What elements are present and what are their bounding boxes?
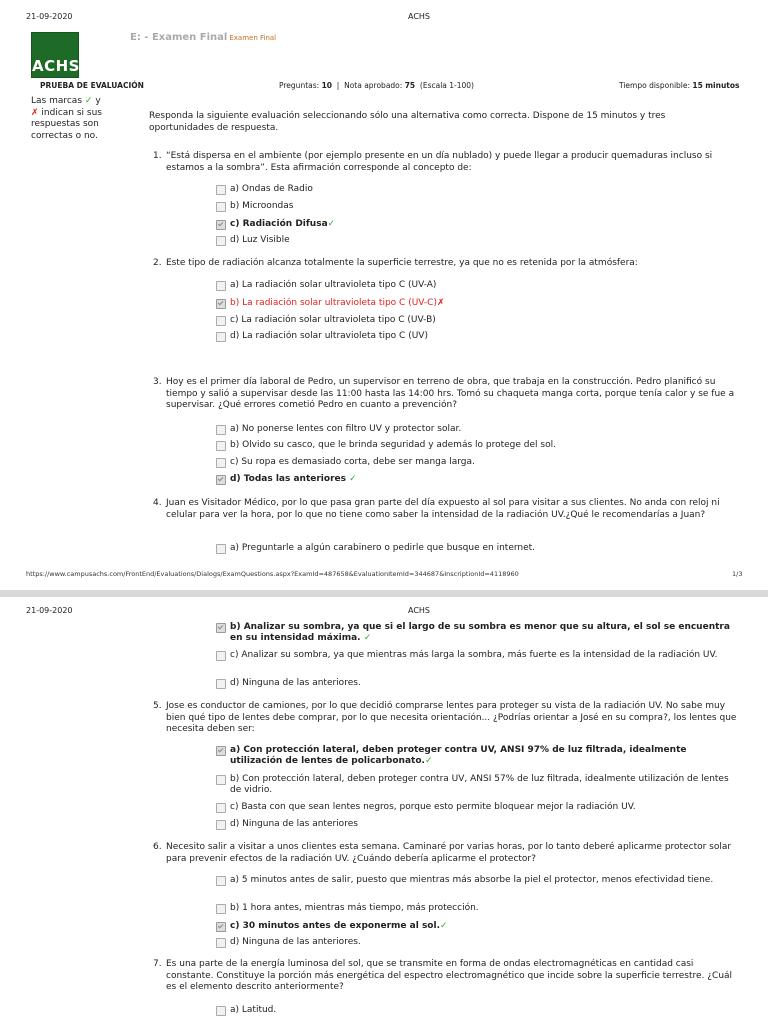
- checkbox[interactable]: [216, 775, 226, 785]
- q5-option-b[interactable]: b) Con protección lateral, deben proteger contra UV, ANSI 57% de luz filtrada, idealmente utilización de lentes de vidrio.: [216, 774, 736, 796]
- q4-option-d[interactable]: d) Ninguna de las anteriores.: [216, 678, 736, 689]
- checkbox[interactable]: [216, 876, 226, 886]
- q1-option-a[interactable]: a) Ondas de Radio: [216, 184, 736, 195]
- checkbox[interactable]: [216, 458, 226, 468]
- q4-option-c[interactable]: c) Analizar su sombra, ya que mientras más larga la sombra, más fuerte es la intensidad de la radiación UV.: [216, 650, 736, 661]
- checkbox[interactable]: [216, 425, 226, 435]
- checkbox[interactable]: [216, 651, 226, 661]
- q3-option-b[interactable]: b) Olvido su casco, que le brinda seguridad y además lo protege del sol.: [216, 440, 736, 451]
- q5-option-d[interactable]: d) Ninguna de las anteriores: [216, 819, 736, 830]
- legend-note: Las marcas ✓ y ✗ indican si sus respuestas son correctas o no.: [31, 96, 103, 141]
- checkbox[interactable]: [216, 281, 226, 291]
- q7-option-a[interactable]: a) Latitud.: [216, 1005, 736, 1016]
- exam-title: E: - Examen Final Examen Final: [130, 32, 277, 43]
- page-number: 1/3: [732, 570, 743, 578]
- pdf-page-2: [0, 597, 768, 1024]
- q1-option-d[interactable]: d) Luz Visible: [216, 235, 736, 246]
- checkbox[interactable]: [216, 803, 226, 813]
- checkbox-checked[interactable]: [216, 220, 226, 230]
- checkbox[interactable]: [216, 316, 226, 326]
- checkbox[interactable]: [216, 332, 226, 342]
- checkbox-checked[interactable]: [216, 922, 226, 932]
- q5-option-a[interactable]: a) Con protección lateral, deben proteger contra UV, ANSI 97% de luz filtrada, idealmente utilización de lentes de policarbonato.✓: [216, 745, 736, 767]
- check-icon: ✓: [363, 633, 372, 643]
- checkbox[interactable]: [216, 544, 226, 554]
- q2-option-b[interactable]: b) La radiación solar ultravioleta tipo C (UV-C)✗: [216, 298, 736, 309]
- q6-option-d[interactable]: d) Ninguna de las anteriores.: [216, 937, 736, 948]
- section-label: PRUEBA DE EVALUACIÓN: [40, 81, 144, 90]
- q2-option-c[interactable]: c) La radiación solar ultravioleta tipo C (UV-B): [216, 315, 736, 326]
- check-icon: ✓: [84, 96, 93, 106]
- achs-logo: ACHS: [31, 32, 79, 78]
- checkbox[interactable]: [216, 202, 226, 212]
- checkbox-checked[interactable]: [216, 475, 226, 485]
- q6-option-a[interactable]: a) 5 minutos antes de salir, puesto que mientras más absorbe la piel el protector, menos efectividad tiene.: [216, 875, 736, 886]
- exam-stats: Preguntas: 10 | Nota aprobado: 75 (Escala 1-100): [279, 81, 474, 90]
- q3-option-c[interactable]: c) Su ropa es demasiado corta, debe ser manga larga.: [216, 457, 736, 468]
- q4-option-b[interactable]: b) Analizar su sombra, ya que si el largo de su sombra es menor que su altura, el sol se encuentra en su intensidad máxima. ✓: [216, 622, 736, 644]
- question-1: 1. “Está dispersa en el ambiente (por ejemplo presente en un día nublado) y puede llegar a producir quemaduras incluso si estamos a la sombra”. Esta afirmación corresponde al concepto de:: [153, 151, 713, 173]
- checkbox-checked[interactable]: [216, 623, 226, 633]
- q4-option-a[interactable]: a) Preguntarle a algún carabinero o pedirle que busque en internet.: [216, 543, 736, 554]
- question-4: 4. Juan es Visitador Médico, por lo que pasa gran parte del día expuesto al sol para visitar a sus clientes. No anda con reloj ni celular para ver la hora, por lo que no tiene como saber la intensidad de la radiación UV.¿Qué le recomendarías a Juan?: [153, 498, 720, 520]
- checkbox[interactable]: [216, 185, 226, 195]
- q3-option-d[interactable]: d) Todas las anteriores ✓: [216, 474, 736, 485]
- cross-icon: ✗: [436, 298, 445, 308]
- print-date: 21-09-2020: [26, 12, 73, 21]
- q5-option-c[interactable]: c) Basta con que sean lentes negros, porque esto permite bloquear mejor la radiación UV.: [216, 802, 736, 813]
- time-available: Tiempo disponible: 15 minutos: [619, 81, 740, 90]
- q6-option-c[interactable]: c) 30 minutos antes de exponerme al sol.✓: [216, 921, 736, 932]
- print-site-title: ACHS: [408, 12, 431, 21]
- q1-option-b[interactable]: b) Microondas: [216, 201, 736, 212]
- q3-option-a[interactable]: a) No ponerse lentes con filtro UV y protector solar.: [216, 424, 736, 435]
- print-site-title: ACHS: [408, 606, 431, 615]
- checkbox[interactable]: [216, 1006, 226, 1016]
- instructions: Responda la siguiente evaluación seleccionando sólo una alternativa como correcta. Dispone de 15 minutos y tres oportunidades de respuesta.: [149, 111, 666, 133]
- print-date: 21-09-2020: [26, 606, 73, 615]
- checkbox[interactable]: [216, 904, 226, 914]
- question-6: 6. Necesito salir a visitar a unos clientes esta semana. Caminaré por varias horas, por lo tanto deberé aplicarme protector solar para prevenir efectos de la radiación UV. ¿Cuándo debería aplicarme el protector?: [153, 842, 732, 864]
- q1-option-c[interactable]: c) Radiación Difusa✓: [216, 219, 736, 230]
- cross-icon: ✗: [31, 107, 39, 118]
- checkbox[interactable]: [216, 820, 226, 830]
- question-3: 3. Hoy es el primer día laboral de Pedro, un supervisor en terreno de obra, que trabaja en la construcción. Pedro planificó su tiempo y salió a supervisar desde las 11:00 hasta las 14:00 hrs. Tomó su chaqueta manga corta, porque tenía calor y se fue a supervisar. ¿Qué errores cometió Pedro en cuanto a prevención?: [153, 377, 735, 410]
- question-7: 7. Es una parte de la energía luminosa del sol, que se transmite en forma de ondas electromagnéticas en cantidad casi constante. Constituye la porción más energética del espectro electromagnético que incide sobre la superficie terrestre. ¿Cuál es el elemento descrito anteriormente?: [153, 959, 733, 992]
- check-icon: ✓: [424, 756, 433, 766]
- question-2: 2. Este tipo de radiación alcanza totalmente la superficie terrestre, ya que no es retenida por la atmósfera:: [153, 258, 638, 268]
- checkbox[interactable]: [216, 441, 226, 451]
- check-icon: ✓: [327, 219, 336, 229]
- check-icon: ✓: [349, 474, 357, 484]
- checkbox[interactable]: [216, 679, 226, 689]
- page-url: https://www.campusachs.com/FrontEnd/Evaluations/Dialogs/ExamQuestions.aspx?ExamId=487658&EvaluationItemId=344687&InscriptionId=4118960: [26, 570, 519, 578]
- checkbox-checked[interactable]: [216, 746, 226, 756]
- question-5: 5. Jose es conductor de camiones, por lo que decidió comprarse lentes para proteger su vista de la radiación UV. No sabe muy bien qué tipo de lentes debe comprar, por lo que necesita orientación... ¿Podrías orientar a José en su compra?, los lentes que necesita deben ser:: [153, 701, 737, 734]
- q2-option-d[interactable]: d) La radiación solar ultravioleta tipo C (UV): [216, 331, 736, 342]
- checkbox-checked[interactable]: [216, 299, 226, 309]
- q6-option-b[interactable]: b) 1 hora antes, mientras más tiempo, más protección.: [216, 903, 736, 914]
- q2-option-a[interactable]: a) La radiación solar ultravioleta tipo C (UV-A): [216, 280, 736, 291]
- check-icon: ✓: [439, 921, 448, 931]
- checkbox[interactable]: [216, 938, 226, 948]
- checkbox[interactable]: [216, 236, 226, 246]
